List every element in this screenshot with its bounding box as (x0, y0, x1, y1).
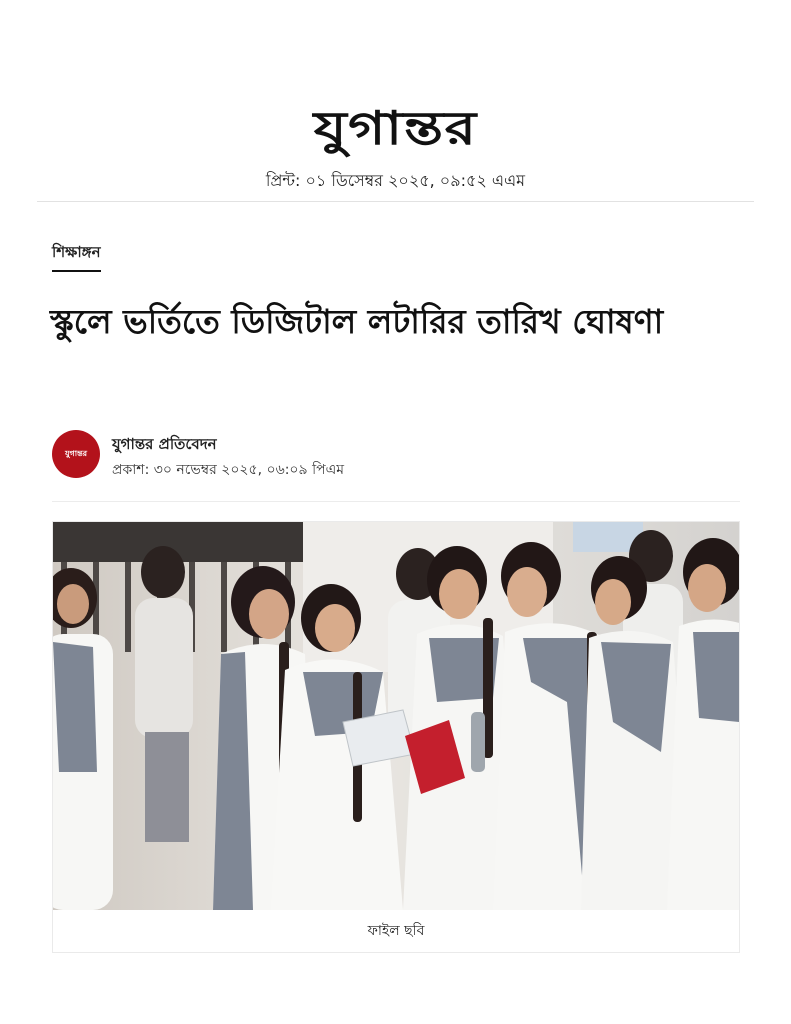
print-date: প্রিন্ট: ০১ ডিসেম্বর ২০২৫, ০৯:৫২ এএম (265, 171, 526, 190)
lead-figure (52, 521, 740, 953)
site-logo[interactable]: যুগান্তর (313, 101, 478, 155)
image-caption: ফাইল ছবি (367, 923, 425, 939)
header-divider (37, 201, 754, 202)
author-name[interactable]: যুগান্তর প্রতিবেদন (112, 435, 217, 453)
lead-photo[interactable] (53, 522, 739, 910)
article-headline: স্কুলে ভর্তিতে ডিজিটাল লটারির তারিখ ঘোষণা (50, 302, 664, 341)
publish-date: প্রকাশ: ৩০ নভেম্বর ২০২৫, ০৬:০৯ পিএম (112, 462, 345, 478)
avatar-label: যুগান্তর (64, 448, 88, 458)
author-avatar[interactable] (52, 430, 100, 478)
byline-divider (52, 501, 740, 502)
logo-container[interactable] (0, 100, 791, 156)
category-link[interactable]: শিক্ষাঙ্গন (52, 241, 101, 272)
students-illustration (53, 522, 739, 910)
